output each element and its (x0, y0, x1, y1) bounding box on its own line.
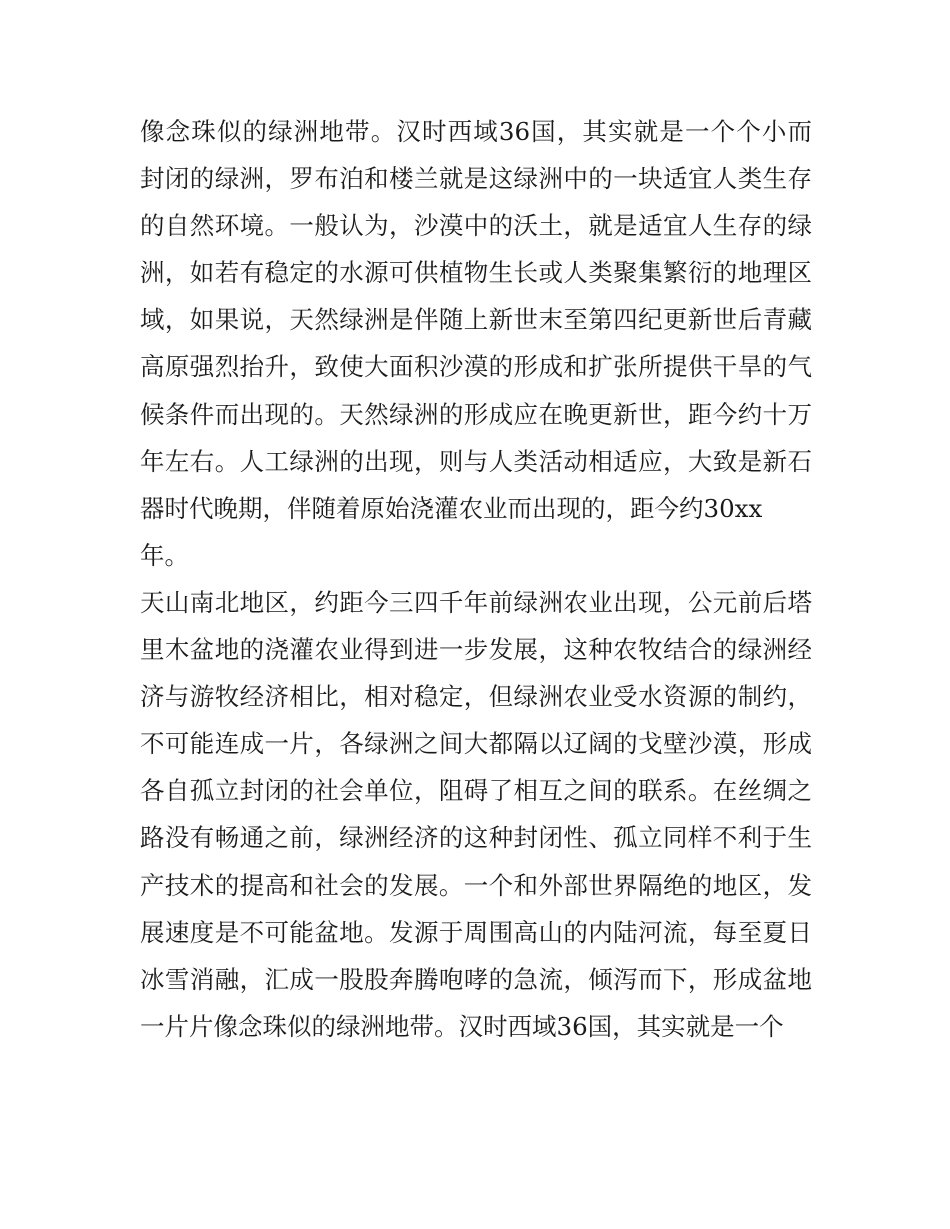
text-line: 路没有畅通之前，绿洲经济的这种封闭性、孤立同样不利于生 (140, 823, 812, 853)
text-line: 域，如果说，天然绿洲是伴随上新世末至第四纪更新世后青藏 (140, 305, 812, 335)
text-line: 展速度是不可能盆地。发源于周围高山的内陆河流，每至夏日 (140, 917, 812, 947)
text-line: 各自孤立封闭的社会单位，阻碍了相互之间的联系。在丝绸之 (140, 776, 812, 806)
text-line: 洲，如若有稳定的水源可供植物生长或人类聚集繁衍的地理区 (140, 258, 812, 288)
text-line: 高原强烈抬升，致使大面积沙漠的形成和扩张所提供干旱的气 (140, 352, 812, 382)
text-line: 器时代晚期，伴随着原始浇灌农业而出现的，距今约30xx (140, 493, 763, 523)
paragraph-1 (140, 108, 812, 579)
body-text (140, 108, 812, 1050)
text-line: 年左右。人工绿洲的出现，则与人类活动相适应，大致是新石 (140, 446, 812, 476)
text-line: 产技术的提高和社会的发展。一个和外部世界隔绝的地区，发 (140, 870, 812, 900)
text-line: 封闭的绿洲，罗布泊和楼兰就是这绿洲中的一块适宜人类生存 (140, 164, 812, 194)
text-line: 一片片像念珠似的绿洲地带。汉时西域36国，其实就是一个 (140, 1011, 784, 1041)
text-line: 济与游牧经济相比，相对稳定，但绿洲农业受水资源的制约， (140, 682, 812, 712)
text-line: 的自然环境。一般认为，沙漠中的沃土，就是适宜人生存的绿 (140, 211, 812, 241)
text-line: 天山南北地区，约距今三四千年前绿洲农业出现，公元前后塔 (140, 587, 812, 617)
text-line: 像念珠似的绿洲地带。汉时西域36国，其实就是一个个小而 (140, 117, 812, 146)
paragraph-2 (140, 579, 812, 1050)
text-line: 不可能连成一片，各绿洲之间大都隔以辽阔的戈壁沙漠，形成 (140, 729, 812, 759)
text-line: 里木盆地的浇灌农业得到进一步发展，这种农牧结合的绿洲经 (140, 635, 812, 665)
text-line: 冰雪消融，汇成一股股奔腾咆哮的急流，倾泻而下，形成盆地 (140, 964, 812, 994)
text-line: 候条件而出现的。天然绿洲的形成应在晚更新世，距今约十万 (140, 399, 812, 429)
text-line: 年。 (140, 540, 189, 570)
